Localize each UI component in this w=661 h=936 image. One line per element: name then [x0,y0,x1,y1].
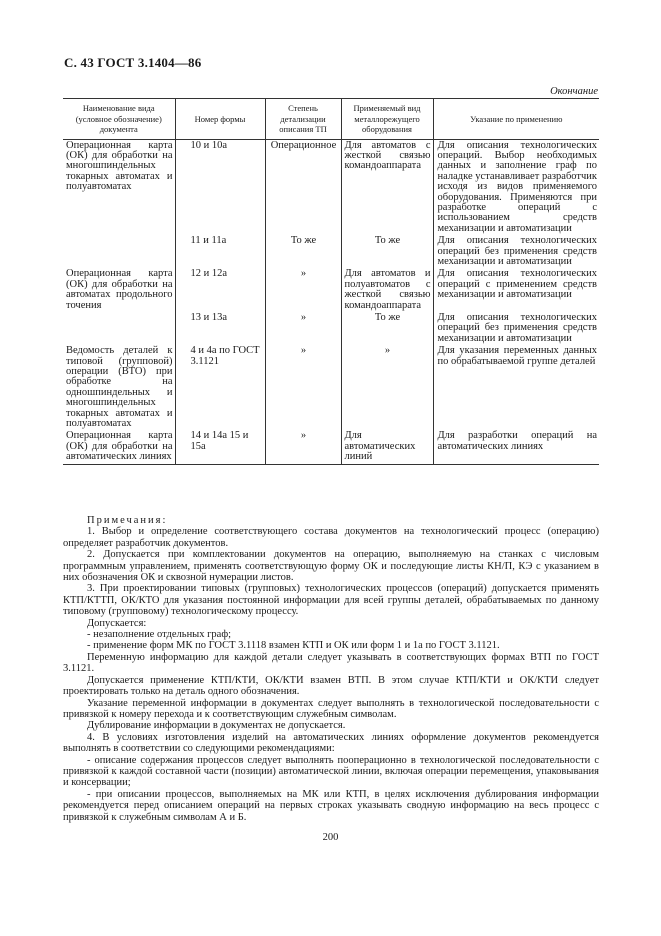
column-header: Номер формы [175,99,265,140]
note-paragraph: Указание переменной информации в документах следует выполнять в технологической последовательности с привязкой к номеру перехода и к соответствующим служебным символам. [63,697,599,720]
note-paragraph: 3. При проектировании типовых (групповых) технологических процессов (операций) допускается применять КТП/КТТП, ОК/КТО для указания постоянной информации для всей группы деталей, обрабатываемых по данному типовому (групповому) технологическому процессу. [63,583,599,618]
usage-cell: Для описания технологических операций без применения средств механизации и автоматизации [433,235,599,268]
page-header-title: С. 43 ГОСТ 3.1404—86 [64,55,202,70]
table-row [63,139,599,235]
notes-section [63,515,599,823]
table-row [63,430,599,464]
form-number-cell: 13 и 13а [175,312,265,345]
form-number-cell: 11 и 11а [175,235,265,268]
note-paragraph: Переменную информацию для каждой детали следует указывать в соответствующих формах ВТП по ГОСТ 3.1121. [63,651,599,675]
notes-title: Примечания: [87,515,168,526]
note-paragraph: - при описании процессов, выполняемых на МК или КТП, в целях исключения дублирования информации рекомендуется перед описанием операций на первых строках указывать сводную информацию на весь процесс с привязкой к служебным символам А и Б. [63,788,599,823]
column-header: Применяемый вид металлорежущего оборудования [341,99,433,140]
equipment-cell: Для автоматов и полуавтоматов с жесткой связью командоаппарата [341,268,433,312]
document-forms-table [63,98,599,465]
doc-name-cell: Ведомость деталей к типовой (групповой) операции (ВТО) при обработке на одношпиндельных и многошпиндельных токарных автоматах и полуавтоматах [63,345,175,430]
detail-level-cell: » [265,268,341,312]
equipment-cell: То же [341,235,433,268]
usage-cell: Для описания технологических операций без применения средств механизации и автоматизации [433,312,599,345]
note-paragraph: - применение форм МК по ГОСТ 3.1118 взамен КТП и ОК или форм 1 и 1а по ГОСТ 3.1121. [87,640,500,652]
table-row [63,268,599,312]
table-row [63,235,599,268]
note-paragraph: - незаполнение отдельных граф; [87,629,232,641]
usage-cell: Для описания технологических операций. Выбор необходимых данных и заполнение граф по наладке устанавливает разработчик исходя из видов применяемого оборудования. Применяются при разработке операций с использованием средств механизации и автоматизации [433,139,599,235]
detail-level-cell: Операционное [265,139,341,235]
note-paragraph: Допускается применение КТП/КТИ, ОК/КТИ взамен ВТП. В этом случае КТП/КТИ и ОК/КТИ следует проектировать только на деталь одного обозначения. [63,674,599,698]
equipment-cell: » [341,345,433,430]
form-number-cell: 12 и 12а [175,268,265,312]
form-number-cell: 14 и 14а 15 и 15а [175,430,265,464]
column-header: Наименование вида (условное обозначение) документа [63,99,175,140]
detail-level-cell: » [265,430,341,464]
table-row [63,312,599,345]
table-header-row [63,99,599,140]
note-paragraph: Дублирование информации в документах не допускается. [87,720,346,732]
doc-name-cell: Операционная карта (ОК) для обработки на автоматах продольного точения [63,268,175,312]
page-number: 200 [322,832,339,843]
column-header: Указание по применению [433,99,599,140]
equipment-cell: То же [341,312,433,345]
form-number-cell: 10 и 10а [175,139,265,235]
usage-cell: Для указания переменных данных по обрабатываемой группе деталей [433,345,599,430]
doc-name-cell [63,235,175,268]
equipment-cell: Для автоматических линий [341,430,433,464]
doc-name-cell [63,312,175,345]
note-paragraph: Допускается: [87,617,147,629]
form-number-cell: 4 и 4а по ГОСТ 3.1121 [175,345,265,430]
table-continuation-label: Окончание [550,86,598,97]
usage-cell: Для описания технологических операций с применением средств механизации и автоматизации [433,268,599,312]
detail-level-cell: То же [265,235,341,268]
detail-level-cell: » [265,345,341,430]
doc-name-cell: Операционная карта (ОК) для обработки на многошпиндельных токарных автоматах и полуавтоматах [63,139,175,235]
note-paragraph: 4. В условиях изготовления изделий на автоматических линиях оформление документов рекомендуется выполнять в соответствии со следующими рекомендациями: [63,731,599,755]
doc-name-cell: Операционная карта (ОК) для обработки на автоматических линиях [63,430,175,464]
detail-level-cell: » [265,312,341,345]
column-header: Степень детализации описания ТП [265,99,341,140]
note-paragraph: - описание содержания процессов следует выполнять пооперационно в технологической последовательности с привязкой к каждой составной части (позиции) автоматической линии, включая операции перемещения, упаковывания и консервации; [63,754,599,789]
usage-cell: Для разработки операций на автоматических линиях [433,430,599,464]
table-row [63,345,599,430]
note-paragraph: 1. Выбор и определение соответствующего состава документов на технологический процесс (операцию) определяет разработчик документов. [63,526,599,549]
note-paragraph: 2. Допускается при комплектовании документов на операцию, выполняемую на станках с числовым программным управлением, применять соответствующую форму ОК и последующие листы КН/П, КЭ с указанием в них обозначения ОК и сквозной нумерации листов. [63,549,599,584]
equipment-cell: Для автоматов с жесткой связью командоаппарата [341,139,433,235]
